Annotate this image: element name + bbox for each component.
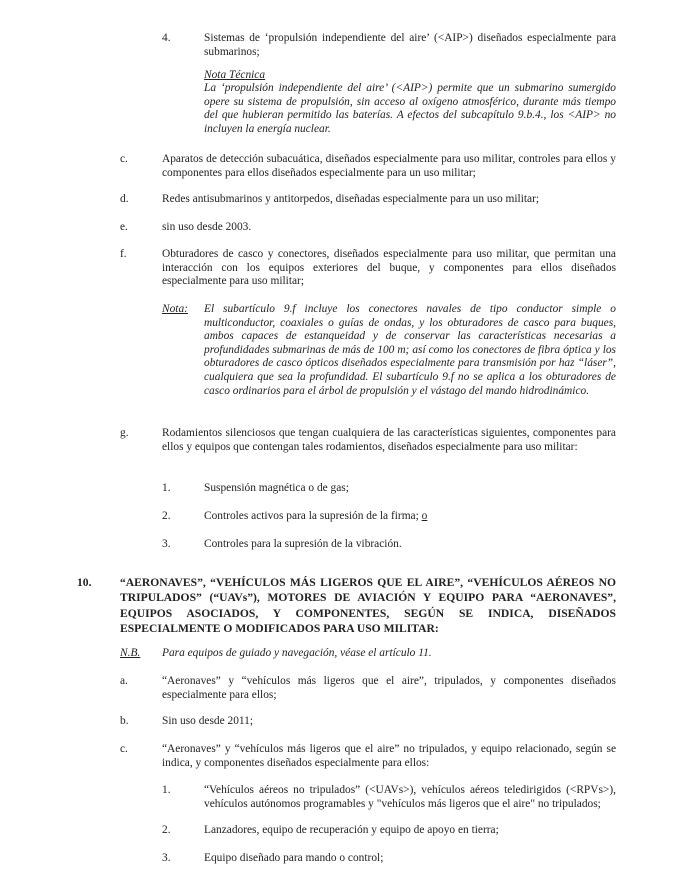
technical-note-text: La ‘propulsión independiente del aire’ (<AIP>) permite que un submarino sumergido opere su sistema de propulsión, sin acceso al oxígeno atmosférico, durante más tiempo del que hubieran permitido las baterías. A efectos del subcapítulo 9.b.4., los <AIP> no incluyen la energía nuclear. [204, 82, 616, 135]
item-10c-text: “Aeronaves” y “vehículos más ligeros que el aire” no tripulados, y equipo relacionado, según se indica, y componentes diseñados especialmente para ellos: [162, 743, 616, 769]
item-g-2-suffix: o [421, 510, 428, 522]
item-10b-text: Sin uso desde 2011; [162, 715, 254, 727]
item-g-text: Rodamientos silenciosos que tengan cualquiera de las características siguientes, componentes para ellos y equipos que contengan tales rodamientos, diseñados especialmente para uso militar: [162, 427, 616, 453]
item-10c-1-number: 1. [162, 784, 171, 796]
item-g-1-number: 1. [162, 482, 171, 494]
item-g-2-text: Controles activos para la supresión de la firma; [204, 510, 419, 522]
item-g-3-text: Controles para la supresión de la vibración. [204, 538, 402, 550]
item-g-3-number: 3. [162, 538, 171, 550]
item-e-label: e. [120, 221, 128, 233]
item-10b-label: b. [120, 715, 129, 727]
section-10-number: 10. [77, 576, 92, 589]
item-d-label: d. [120, 193, 129, 205]
item-10c-3-text: Equipo diseñado para mando o control; [204, 852, 384, 864]
nb-text: Para equipos de guiado y navegación, véase el artículo 11. [162, 647, 432, 659]
item-4-number: 4. [162, 32, 171, 44]
item-10c-2-text: Lanzadores, equipo de recuperación y equipo de apoyo en tierra; [204, 824, 499, 836]
item-10c-1-text: “Vehículos aéreos no tripulados” (<UAVs>), vehículos aéreos teledirigidos (<RPVs>), vehículos autónomos programables y "vehículos más ligeros que el aire" no tripulados; [204, 784, 616, 810]
nota-text: El subartículo 9.f incluye los conectores navales de tipo conductor simple o multiconductor, coaxiales o guías de ondas, y los obturadores de casco para buques, ambos capaces de estanqueidad y de conservar las características necesarias a profundidades submarinas de más de 100 m; así como los conectores de fibra óptica y los obturadores de casco ópticos diseñados especialmente para transmisión por haz “láser”, cualquiera que sea la profundidad. El subartículo 9.f no se aplica a los obturadores de casco ordinarios para el árbol de propulsión y el vástago del mando hidrodinámico. [204, 303, 616, 397]
item-10c-2-number: 2. [162, 824, 171, 836]
nota-label: Nota: [162, 303, 188, 315]
item-4-text: Sistemas de ‘propulsión independiente del aire’ (<AIP>) diseñados especialmente para submarinos; [204, 32, 616, 58]
item-g-2-number: 2. [162, 510, 171, 522]
item-c-text: Aparatos de detección subacuática, diseñados especialmente para uso militar, controles para ellos y componentes para ellos diseñados especialmente para un uso militar; [162, 153, 616, 179]
item-c-label: c. [120, 153, 128, 165]
nb-label: N.B. [120, 647, 141, 659]
item-10c-3-number: 3. [162, 852, 171, 864]
item-g-1-text: Suspensión magnética o de gas; [204, 482, 349, 494]
item-e-text: sin uso desde 2003. [162, 221, 252, 233]
item-g-label: g. [120, 427, 129, 439]
item-10a-text: “Aeronaves” y “vehículos más ligeros que el aire”, tripulados, y componentes diseñados especialmente para ellos; [162, 675, 616, 701]
technical-note-title: Nota Técnica [204, 69, 266, 81]
item-f-text: Obturadores de casco y conectores, diseñados especialmente para uso militar, que permitan una interacción con los equipos exteriores del buque, y componentes para ellos diseñados especialmente para uso militar; [162, 248, 616, 288]
item-10c-label: c. [120, 743, 128, 755]
item-d-text: Redes antisubmarinos y antitorpedos, diseñadas especialmente para un uso militar; [162, 193, 540, 205]
item-f-label: f. [120, 248, 127, 260]
item-10a-label: a. [120, 675, 128, 687]
section-10-heading: “AERONAVES”, “VEHÍCULOS MÁS LIGEROS QUE EL AIRE”, “VEHÍCULOS AÉREOS NO TRIPULADOS” (“UAVs”), MOTORES DE AVIACIÓN Y EQUIPO PARA “AERONAVES”, EQUIPOS ASOCIADOS, Y COMPONENTES, SEGÚN SE INDICA, DISEÑADOS ESPECIALMENTE O MODIFICADOS PARA USO MILITAR: [120, 576, 616, 636]
